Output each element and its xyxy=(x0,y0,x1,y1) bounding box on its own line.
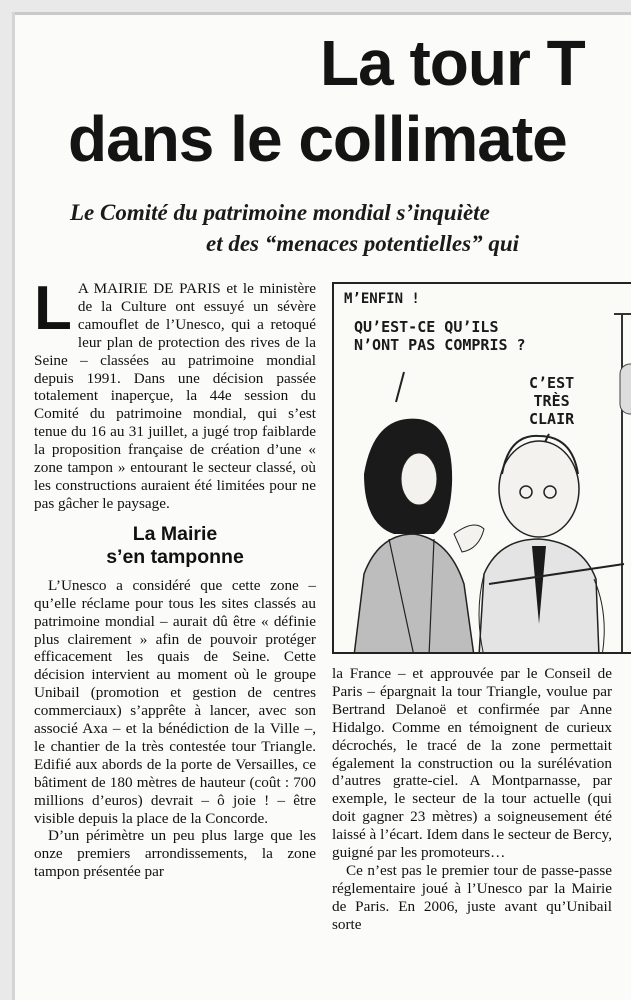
page-edge-left xyxy=(12,12,15,1000)
drop-cap: L xyxy=(34,274,72,343)
paragraph-1-text: A MAIRIE DE PARIS et le ministère de la Culture ont essuyé un sévère camouflet de l’Unesco, qui a retoqué leur plan de protection des rives de la Seine – classées au patrimoine mondial depuis 1991. Dans une décision passée totalement inaperçue, la 44e session du Comité du patrimoine mondial, qui s’est tenue du 16 au 31 juillet, a jugé trop faiblarde la proposition française de création d’une « zone tampon » entourant le secteur classé, où les constructions auraient été limitées pour ne pas gâcher le paysage. xyxy=(34,280,316,512)
speech-bubble-3 xyxy=(529,374,574,428)
speech-bubble-3-line-1: C’EST xyxy=(529,374,575,392)
speech-bubble-2 xyxy=(354,318,526,354)
subheading xyxy=(34,523,316,569)
subheading-line-2: s’en tamponne xyxy=(106,545,244,568)
speech-bubble-3-line-3: CLAIR xyxy=(529,410,575,428)
article-column-2 xyxy=(332,665,612,934)
headline-line-2: dans le collimate xyxy=(68,103,567,175)
article-column-1 xyxy=(34,274,316,881)
article-paragraph-3-continued: la France – et approuvée par le Conseil de Paris – épargnait la tour Triangle, voulue par Bertrand Delanoë et confirmée par Anne Hidalgo. Comme en témoignent de curieux décrochés, le tracé de la zone permettait également la construction ou la surélévation d’autres gratte-ciel. A Montparnasse, par exemple, le secteur de la tour actuelle (qui doit gagner 23 mètres) a soigneusement été laissé à l’écart. Idem dans le secteur de Bercy, guigné par les promoteurs… xyxy=(332,665,612,862)
deck-line-2: et des “menaces potentielles” qui xyxy=(206,231,520,256)
editorial-cartoon xyxy=(332,282,631,654)
article-paragraph-1 xyxy=(34,274,316,513)
article-paragraph-3: D’un périmètre un peu plus large que les onze premiers arrondissements, la zone tampon présentée par xyxy=(34,827,316,881)
page-edge-top xyxy=(12,12,631,15)
headline-line-1: La tour T xyxy=(320,27,585,99)
deck-line-1: Le Comité du patrimoine mondial s’inquiète xyxy=(70,200,490,225)
speech-bubble-2-line-2: N’ONT PAS COMPRIS ? xyxy=(354,336,526,354)
speech-bubble-2-line-1: QU’EST-CE QU’ILS xyxy=(354,318,499,336)
speech-bubble-3-line-2: TRÈS xyxy=(533,392,570,410)
article-paragraph-4: Ce n’est pas le premier tour de passe-passe réglementaire joué à l’Unesco par la Mairie de Paris. En 2006, juste avant qu’Unibail sorte xyxy=(332,861,612,933)
subheading-line-1: La Mairie xyxy=(132,522,218,545)
speech-bubble-1: M’ENFIN ! xyxy=(344,291,420,307)
article-paragraph-2: L’Unesco a considéré que cette zone – qu’elle réclame pour tous les sites classés au patrimoine mondial – aurait dû être « définie plus clairement » afin de pouvoir protéger efficacement les quais de Seine. Cette décision intervient au moment où le groupe Unibail (promotion et gestion de centres commerciaux) s’apprête à lancer, avec son associé Axa – et la bénédiction de la Ville –, le chantier de la très contestée tour Triangle. Edifié aux abords de la porte de Versailles, ce bâtiment de 180 mètres de hauteur (coût : 700 millions d’euros) devrait – ô joie ! – être visible depuis la place de la Concorde. xyxy=(34,576,316,827)
